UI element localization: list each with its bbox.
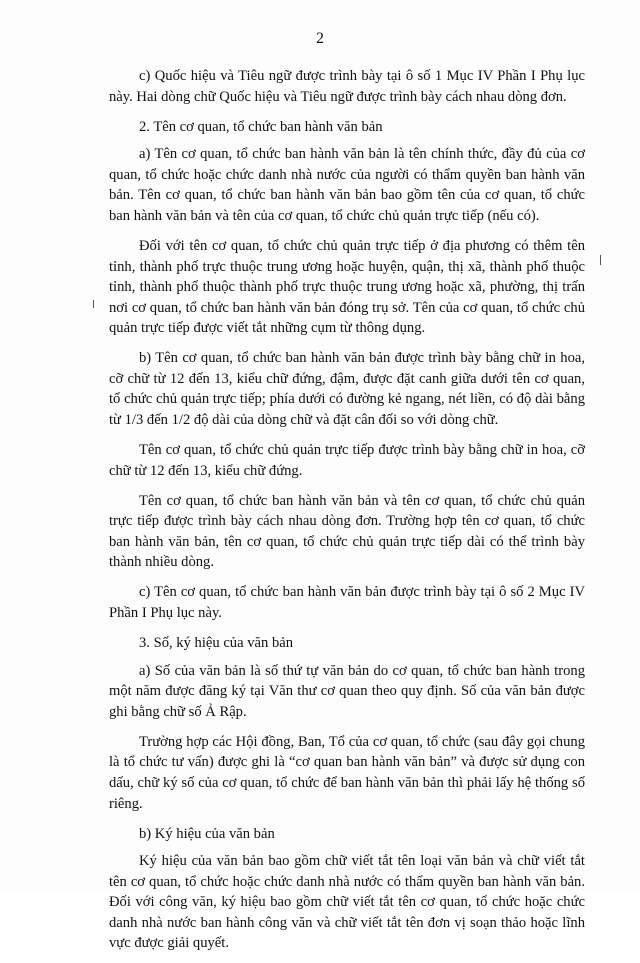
section-heading-3: 3. Số, ký hiệu của văn bản [139,634,294,651]
section-heading-2: 2. Tên cơ quan, tổ chức ban hành văn bản [139,118,383,135]
paragraph-2a: a) Tên cơ quan, tổ chức ban hành văn bản là tên chính thức, đầy đủ của cơ quan, tổ chức hoặc chức danh nhà nước của người có thẩm quyền ban hành văn bản. Tên cơ quan, tổ chức ban hành văn bản bao gồm tên của cơ quan, tổ chức ban hành văn bản và tên của cơ quan, tổ chức chủ quản trực tiếp (nếu có). [109,146,585,224]
paragraph-national-title: c) Quốc hiệu và Tiêu ngữ được trình bày tại ô số 1 Mục IV Phần I Phụ lục này. Hai dòng chữ Quốc hiệu và Tiêu ngữ được trình bày cách nhau dòng đơn. [109,68,585,105]
scan-artifact-right [600,255,601,265]
paragraph-2b: b) Tên cơ quan, tổ chức ban hành văn bản được trình bày bằng chữ in hoa, cỡ chữ từ 12 đến 13, kiểu chữ đứng, đậm, được đặt canh giữa dưới tên cơ quan, tổ chức chủ quản trực tiếp; phía dưới có đường kẻ ngang, nét liền, có độ dài bằng từ 1/3 đến 1/2 độ dài của dòng chữ và đặt cân đối so với dòng chữ. [109,350,585,429]
paragraph-3a: a) Số của văn bản là số thứ tự văn bản do cơ quan, tổ chức ban hành trong một năm được đăng ký tại Văn thư cơ quan theo quy định. Số của văn bản được ghi bằng chữ số Ả Rập. [109,662,585,720]
paragraph-3a-advisory: Trường hợp các Hội đồng, Ban, Tổ của cơ quan, tổ chức (sau đây gọi chung là tổ chức tư vấn) được ghi là “cơ quan ban hành văn bản” và được sử dụng con dấu, chữ ký số của cơ quan, tổ chức để ban hành văn bản thì phải lấy hệ thống số riêng. [109,733,585,812]
scan-artifact-left [93,300,94,308]
paragraph-2b-parent: Tên cơ quan, tổ chức chủ quản trực tiếp được trình bày bằng chữ in hoa, cỡ chữ từ 12 đến 13, kiểu chữ đứng. [109,442,585,479]
page-number: 2 [316,30,324,47]
paragraph-3b: Ký hiệu của văn bản bao gồm chữ viết tắt tên loại văn bản và chữ viết tắt tên cơ quan, tổ chức hoặc chức danh nhà nước có thẩm quyền ban hành văn bản. Đối với công văn, ký hiệu bao gồm chữ viết tắt tên cơ quan, tổ chức hoặc chức danh nhà nước ban hành công văn và chữ viết tắt tên đơn vị soạn thảo hoặc lĩnh vực được giải quyết. [109,853,585,952]
paragraph-2c: c) Tên cơ quan, tổ chức ban hành văn bản được trình bày tại ô số 2 Mục IV Phần I Phụ lục này. [109,584,585,621]
paragraph-2b-spacing: Tên cơ quan, tổ chức ban hành văn bản và tên cơ quan, tổ chức chủ quản trực tiếp được trình bày cách nhau dòng đơn. Trường hợp tên cơ quan, tổ chức ban hành văn bản, tên cơ quan, tổ chức chủ quản trực tiếp dài có thể trình bày thành nhiều dòng. [109,492,585,571]
document-body [109,66,585,963]
paragraph-2a-local: Đối với tên cơ quan, tổ chức chủ quản trực tiếp ở địa phương có thêm tên tỉnh, thành phố trực thuộc trung ương hoặc huyện, quận, thị xã, thành phố thuộc tỉnh, thành phố thuộc thành phố trực thuộc trung ương hoặc xã, phường, thị trấn nơi cơ quan, tổ chức ban hành văn bản đóng trụ sở. Tên của cơ quan, tổ chức chủ quản trực tiếp được viết tắt những cụm từ thông dụng. [109,237,585,337]
section-heading-3b: b) Ký hiệu của văn bản [139,825,275,842]
